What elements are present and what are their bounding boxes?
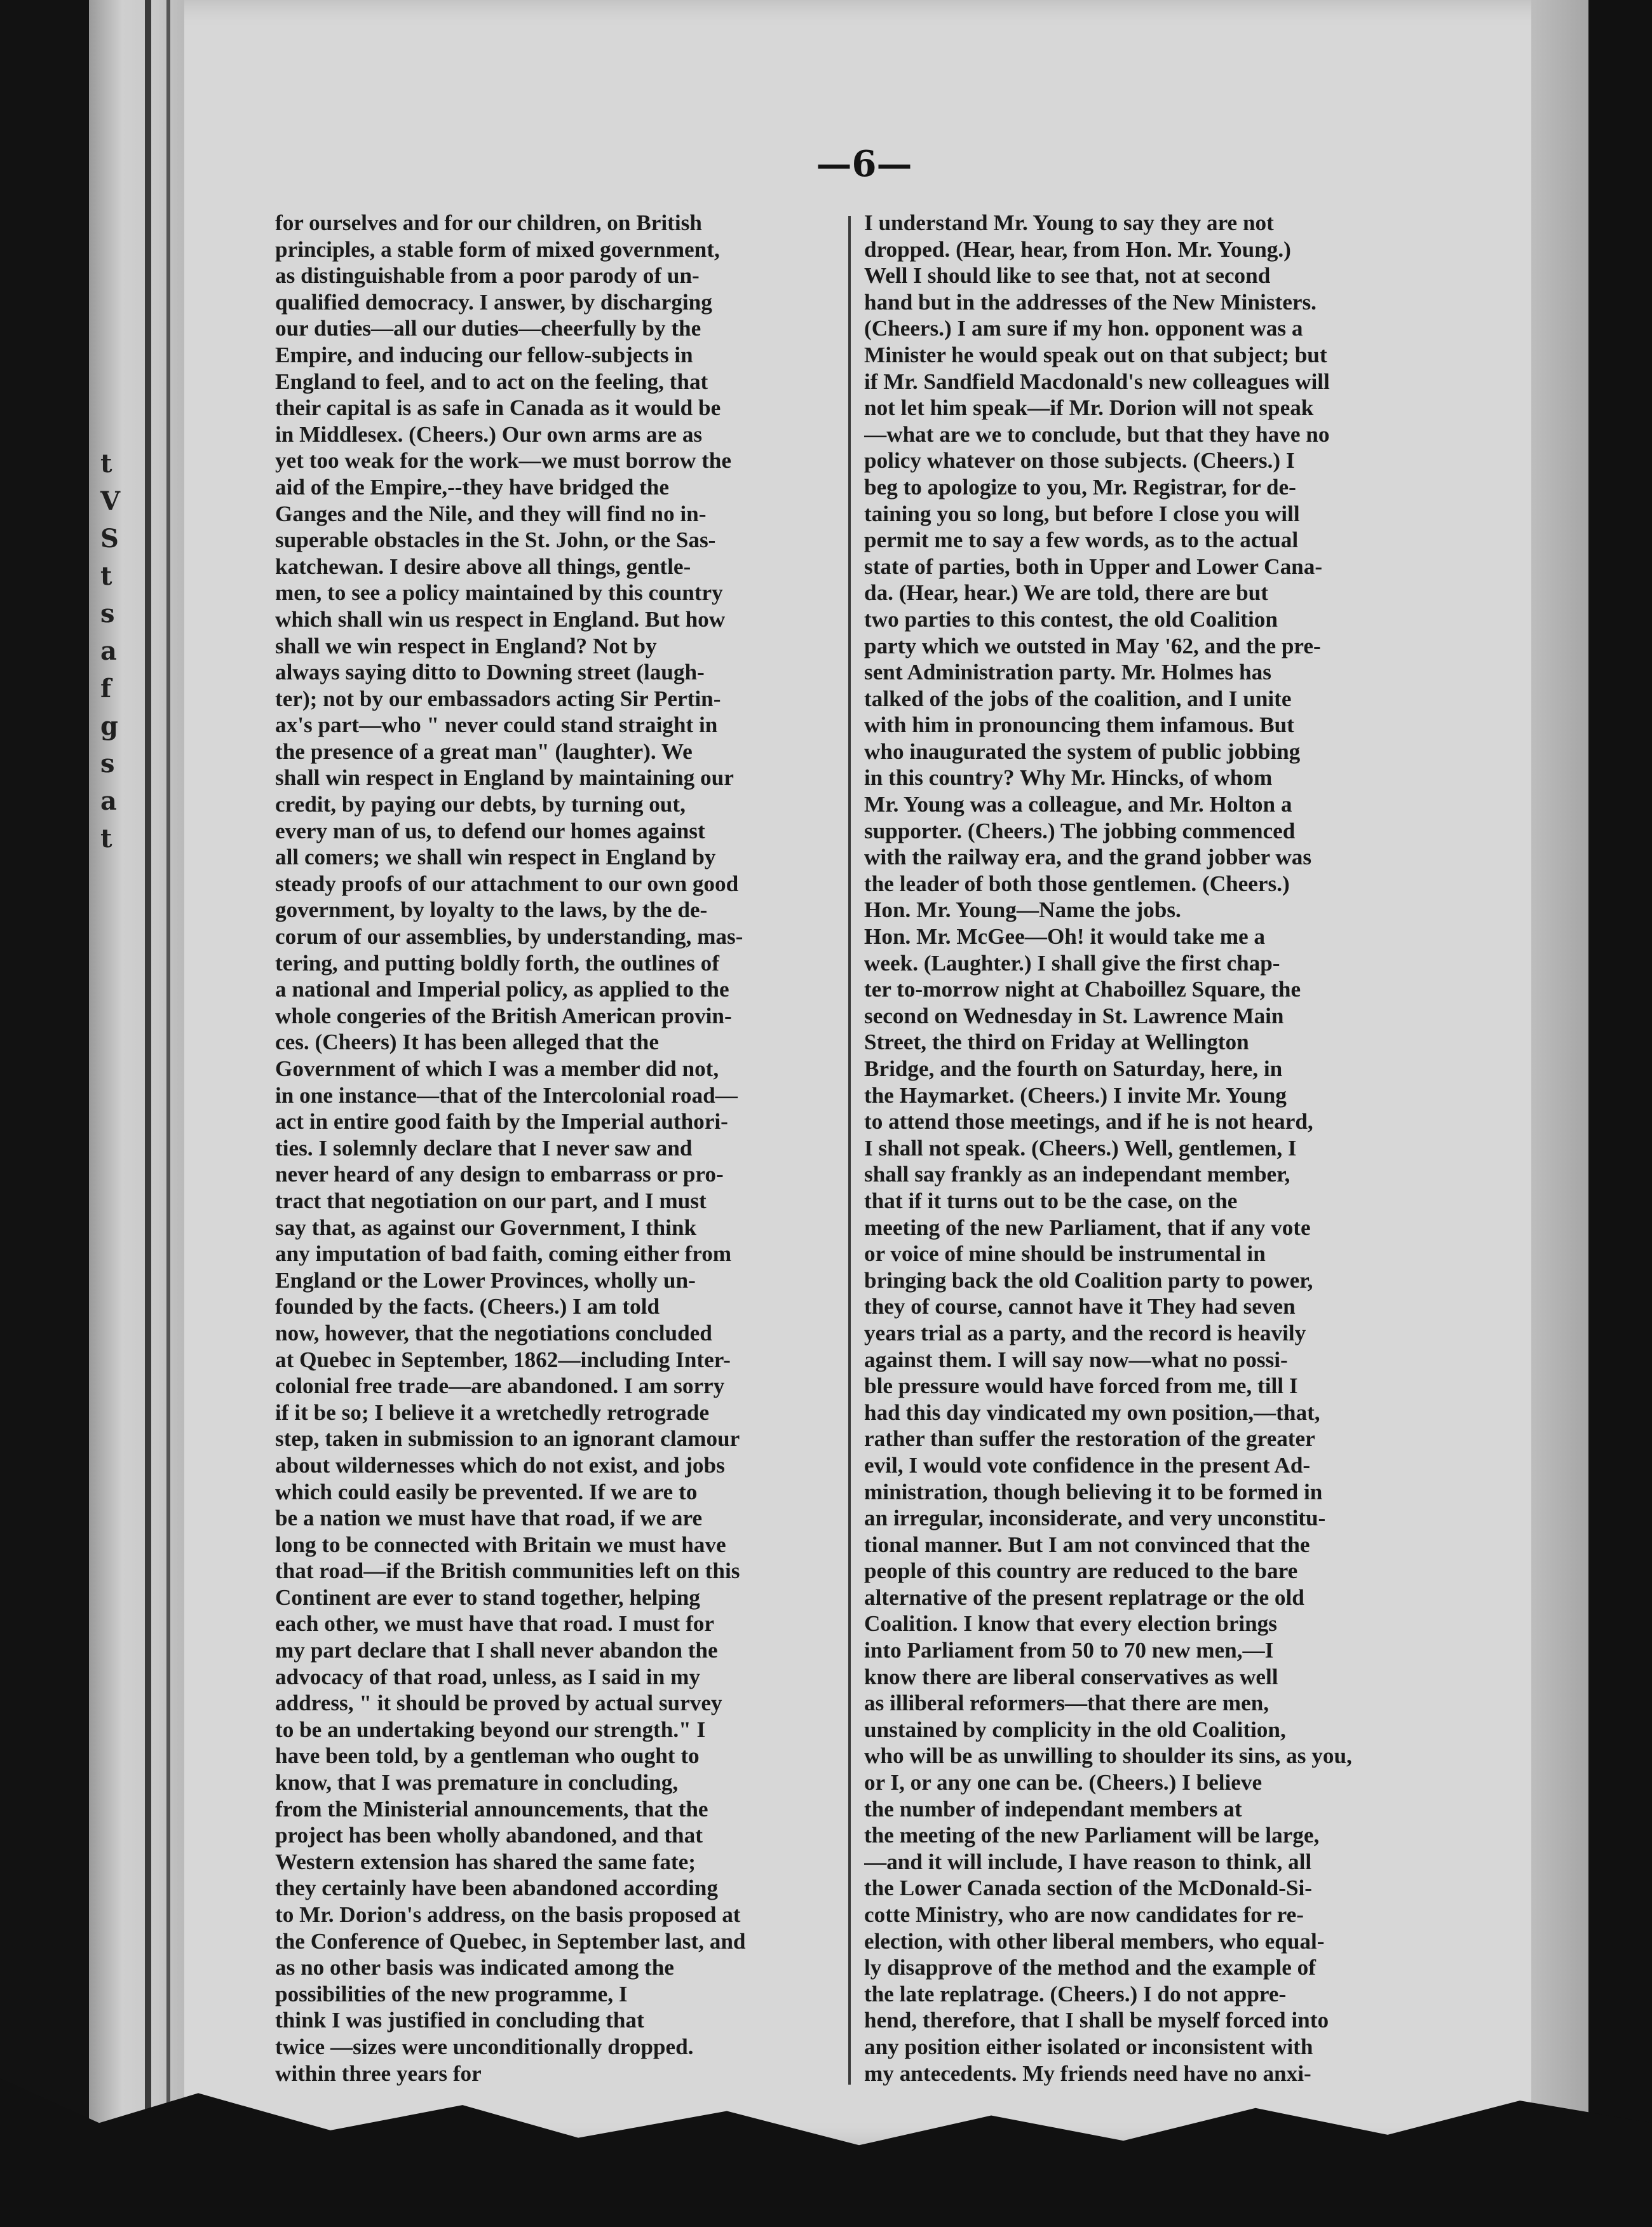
text-line: that road—if the British communities left on this <box>275 1558 740 1584</box>
column-divider <box>848 216 851 2085</box>
text-line: shall win respect in England by maintaining our <box>275 765 734 791</box>
text-line: rather than suffer the restoration of the greater <box>864 1426 1315 1452</box>
text-line: into Parliament from 50 to 70 new men,—I <box>864 1638 1274 1663</box>
text-line: with the railway era, and the grand jobber was <box>864 845 1312 870</box>
margin-letter: S <box>100 524 119 554</box>
text-line: Hon. Mr. McGee—Oh! it would take me a <box>864 924 1266 950</box>
text-line: if Mr. Sandfield Macdonald's new colleagues will <box>864 369 1330 394</box>
text-line: two parties to this contest, the old Coalition <box>864 606 1278 632</box>
text-line: if it be so; I believe it a wretchedly retrograde <box>275 1400 710 1425</box>
text-line: at Quebec in September, 1862—including Inter- <box>275 1347 731 1372</box>
text-column-right <box>864 210 1411 2087</box>
text-line: Minister he would speak out on that subject; but <box>864 342 1327 367</box>
text-line: the late replatrage. (Cheers.) I do not appre- <box>864 1981 1287 2006</box>
text-line: taining you so long, but before I close you will <box>864 501 1300 526</box>
margin-letter: t <box>100 824 112 854</box>
text-line: permit me to say a few words, as to the actual <box>864 528 1299 553</box>
text-line: which could easily be prevented. If we are to <box>275 1479 698 1504</box>
text-line: sent Administration party. Mr. Holmes has <box>864 660 1271 685</box>
text-line: ble pressure would have forced from me, till I <box>864 1373 1298 1399</box>
text-line: to attend those meetings, and if he is not heard, <box>864 1109 1313 1134</box>
text-line: supporter. (Cheers.) The jobbing commenced <box>864 818 1296 843</box>
text-line: Empire, and inducing our fellow-subjects in <box>275 342 693 367</box>
text-line: in Middlesex. (Cheers.) Our own arms are as <box>275 421 703 447</box>
text-line: my part declare that I shall never abandon the <box>275 1638 718 1663</box>
text-line: against them. I will say now—what no possi- <box>864 1347 1288 1372</box>
margin-letter: a <box>100 786 117 816</box>
margin-fragment <box>100 445 145 857</box>
right-page-edge <box>1531 0 1588 2148</box>
text-line: second on Wednesday in St. Lawrence Main <box>864 1003 1284 1028</box>
text-line: Mr. Young was a colleague, and Mr. Holton a <box>864 792 1292 817</box>
text-line: an irregular, inconsiderate, and very unconstitu- <box>864 1506 1326 1531</box>
text-line: tering, and putting boldly forth, the outlines of <box>275 950 719 976</box>
text-line: credit, by paying our debts, by turning out, <box>275 792 686 817</box>
text-line: week. (Laughter.) I shall give the first chap- <box>864 950 1280 976</box>
text-line: the presence of a great man" (laughter). We <box>275 739 693 764</box>
text-line: say that, as against our Government, I think <box>275 1215 697 1240</box>
margin-letter: a <box>100 636 117 666</box>
text-line: in one instance—that of the Intercolonial road— <box>275 1082 738 1108</box>
text-line: tract that negotiation on our part, and I must <box>275 1188 707 1213</box>
text-line: Continent are ever to stand together, helping <box>275 1584 700 1610</box>
text-line: talked of the jobs of the coalition, and I unite <box>864 686 1292 711</box>
text-line: every man of us, to defend our homes against <box>275 818 705 843</box>
text-line: which shall win us respect in England. But how <box>275 606 726 632</box>
text-line: meeting of the new Parliament, that if any vote <box>864 1215 1311 1240</box>
text-line: ministration, though believing it to be formed in <box>864 1479 1323 1504</box>
text-line: unstained by complicity in the old Coalition, <box>864 1717 1286 1742</box>
text-line: steady proofs of our attachment to our own good <box>275 871 739 896</box>
text-line: a national and Imperial policy, as applied to the <box>275 977 729 1002</box>
text-line: now, however, that the negotiations concluded <box>275 1320 712 1345</box>
margin-letter: f <box>100 674 112 704</box>
text-line: ces. (Cheers) It has been alleged that the <box>275 1030 659 1055</box>
margin-letter: g <box>100 711 118 741</box>
text-line: Coalition. I know that every election brings <box>864 1611 1277 1637</box>
text-line: ter); not by our embassadors acting Sir Pertin- <box>275 686 721 711</box>
page-fold-line-secondary <box>166 0 170 2148</box>
text-line: about wildernesses which do not exist, and jobs <box>275 1452 725 1478</box>
text-line: state of parties, both in Upper and Lower Cana- <box>864 554 1323 579</box>
text-line: have been told, by a gentleman who ought to <box>275 1743 700 1769</box>
text-line: as no other basis was indicated among the <box>275 1955 674 1980</box>
text-line: policy whatever on those subjects. (Cheers.) I <box>864 448 1295 473</box>
text-line: the Conference of Quebec, in September last, and <box>275 1928 746 1954</box>
text-line: who inaugurated the system of public jobbing <box>864 739 1301 764</box>
text-line: any position either isolated or inconsistent with <box>864 2034 1313 2059</box>
text-line: the meeting of the new Parliament will be large, <box>864 1823 1320 1848</box>
text-line: the number of independant members at <box>864 1796 1242 1822</box>
margin-letter: t <box>100 561 112 591</box>
text-line: evil, I would vote confidence in the present Ad- <box>864 1452 1311 1478</box>
text-line: whole congeries of the British American provin- <box>275 1003 732 1028</box>
text-line: Bridge, and the fourth on Saturday, here, in <box>864 1056 1283 1081</box>
text-line: bringing back the old Coalition party to power, <box>864 1267 1313 1293</box>
text-line: ties. I solemnly declare that I never saw and <box>275 1135 693 1161</box>
text-line: —and it will include, I have reason to think, all <box>864 1849 1312 1874</box>
text-line: aid of the Empire,--they have bridged the <box>275 474 669 500</box>
text-line: the Lower Canada section of the McDonald-Si- <box>864 1876 1313 1901</box>
text-line: England or the Lower Provinces, wholly un- <box>275 1267 696 1293</box>
text-line: know, that I was premature in concluding, <box>275 1770 679 1795</box>
text-line: they certainly have been abandoned according <box>275 1876 718 1901</box>
text-line: qualified democracy. I answer, by discharging <box>275 289 712 315</box>
text-line: to Mr. Dorion's address, on the basis proposed at <box>275 1902 741 1927</box>
text-line: hend, therefore, that I shall be myself forced into <box>864 2008 1329 2033</box>
text-line: hand but in the addresses of the New Ministers. <box>864 289 1317 315</box>
text-line: England to feel, and to act on the feeling, that <box>275 369 708 394</box>
text-line: principles, a stable form of mixed government, <box>275 236 720 262</box>
text-line: Government of which I was a member did not, <box>275 1056 719 1081</box>
text-line: always saying ditto to Downing street (laugh- <box>275 660 705 685</box>
text-line: had this day vindicated my own position,—that, <box>864 1400 1320 1425</box>
text-line: ter to-morrow night at Chaboillez Square, the <box>864 977 1301 1002</box>
text-line: that if it turns out to be the case, on the <box>864 1188 1238 1213</box>
text-line: I understand Mr. Young to say they are not <box>864 210 1274 235</box>
text-line: my antecedents. My friends need have no anxi- <box>864 2060 1311 2086</box>
text-line: advocacy of that road, unless, as I said in my <box>275 1664 700 1689</box>
text-line: party which we outsted in May '62, and the pre- <box>864 633 1321 658</box>
text-line: as distinguishable from a poor parody of un- <box>275 263 700 289</box>
text-line: never heard of any design to embarrass or pro- <box>275 1162 724 1187</box>
text-line: Street, the third on Friday at Wellington <box>864 1030 1249 1055</box>
text-line: katchewan. I desire above all things, gentle- <box>275 554 691 579</box>
text-line: Western extension has shared the same fate; <box>275 1849 696 1874</box>
text-line: tional manner. But I am not convinced that the <box>864 1532 1310 1557</box>
text-line: for ourselves and for our children, on British <box>275 210 702 235</box>
margin-letter: t <box>100 449 112 479</box>
text-line: or voice of mine should be instrumental in <box>864 1241 1266 1267</box>
text-line: corum of our assemblies, by understanding, mas- <box>275 924 743 950</box>
text-line: (Cheers.) I am sure if my hon. opponent was a <box>864 316 1303 341</box>
text-line: in this country? Why Mr. Hincks, of whom <box>864 765 1273 791</box>
text-line: who will be as unwilling to shoulder its sins, as you, <box>864 1743 1352 1769</box>
margin-letter: s <box>100 599 115 629</box>
text-line: dropped. (Hear, hear, from Hon. Mr. Young.) <box>864 236 1291 262</box>
text-line: founded by the facts. (Cheers.) I am told <box>275 1294 660 1319</box>
text-line: know there are liberal conservatives as well <box>864 1664 1278 1689</box>
margin-letter: s <box>100 749 115 779</box>
text-line: twice —sizes were unconditionally dropped. <box>275 2034 694 2059</box>
page-fold-line <box>145 0 151 2148</box>
text-line: address, " it should be proved by actual survey <box>275 1691 722 1716</box>
text-line: shall we win respect in England? Not by <box>275 633 657 658</box>
text-line: ly disapprove of the method and the example of <box>864 1955 1316 1980</box>
text-line: superable obstacles in the St. John, or the Sas- <box>275 528 716 553</box>
text-line: men, to see a policy maintained by this country <box>275 580 723 606</box>
text-line: to be an undertaking beyond our strength." I <box>275 1717 706 1742</box>
text-line: Well I should like to see that, not at second <box>864 263 1271 289</box>
text-line: the leader of both those gentlemen. (Cheers.) <box>864 871 1290 896</box>
text-line: ax's part—who " never could stand straight in <box>275 712 718 738</box>
text-line: or I, or any one can be. (Cheers.) I believe <box>864 1770 1263 1795</box>
text-line: each other, we must have that road. I must for <box>275 1611 714 1637</box>
text-line: cotte Ministry, who are now candidates for re- <box>864 1902 1304 1927</box>
text-line: any imputation of bad faith, coming either from <box>275 1241 732 1267</box>
text-line: step, taken in submission to an ignorant clamour <box>275 1426 740 1452</box>
text-line: Ganges and the Nile, and they will find no in- <box>275 501 707 526</box>
text-line: colonial free trade—are abandoned. I am sorry <box>275 1373 725 1399</box>
text-line: as illiberal reformers—that there are men, <box>864 1691 1269 1716</box>
text-line: Hon. Mr. Young—Name the jobs. <box>864 897 1181 923</box>
text-line: the Haymarket. (Cheers.) I invite Mr. Young <box>864 1082 1287 1108</box>
text-line: I shall not speak. (Cheers.) Well, gentlemen, I <box>864 1135 1297 1161</box>
text-line: be a nation we must have that road, if we are <box>275 1506 703 1531</box>
text-line: —what are we to conclude, but that they have no <box>864 421 1330 447</box>
text-line: act in entire good faith by the Imperial authori- <box>275 1109 728 1134</box>
text-line: beg to apologize to you, Mr. Registrar, for de- <box>864 474 1296 500</box>
text-line: da. (Hear, hear.) We are told, there are but <box>864 580 1268 606</box>
text-line: project has been wholly abandoned, and that <box>275 1823 703 1848</box>
right-border <box>1588 0 1652 2227</box>
text-line: yet too weak for the work—we must borrow the <box>275 448 731 473</box>
text-line: from the Ministerial announcements, that the <box>275 1796 708 1822</box>
text-line: years trial as a party, and the record is heavily <box>864 1320 1306 1345</box>
text-line: election, with other liberal members, who equal- <box>864 1928 1325 1954</box>
text-line: alternative of the present replatrage or the old <box>864 1584 1304 1610</box>
text-column-left <box>275 210 834 2087</box>
text-line: people of this country are reduced to the bare <box>864 1558 1298 1584</box>
text-line: possibilities of the new programme, I <box>275 1981 628 2006</box>
text-line: with him in pronouncing them infamous. But <box>864 712 1294 738</box>
text-line: long to be connected with Britain we must have <box>275 1532 726 1557</box>
text-line: not let him speak—if Mr. Dorion will not speak <box>864 395 1314 421</box>
margin-letter: V <box>100 486 121 516</box>
text-line: all comers; we shall win respect in England by <box>275 845 716 870</box>
page-number: —6— <box>816 143 912 185</box>
text-line: think I was justified in concluding that <box>275 2008 644 2033</box>
text-line: government, by loyalty to the laws, by the de- <box>275 897 708 923</box>
text-line: our duties—all our duties—cheerfully by the <box>275 316 701 341</box>
text-line: their capital is as safe in Canada as it would be <box>275 395 721 421</box>
text-line: within three years for <box>275 2060 482 2086</box>
text-line: they of course, cannot have it They had seven <box>864 1294 1296 1319</box>
text-line: shall say frankly as an independant member, <box>864 1162 1290 1187</box>
